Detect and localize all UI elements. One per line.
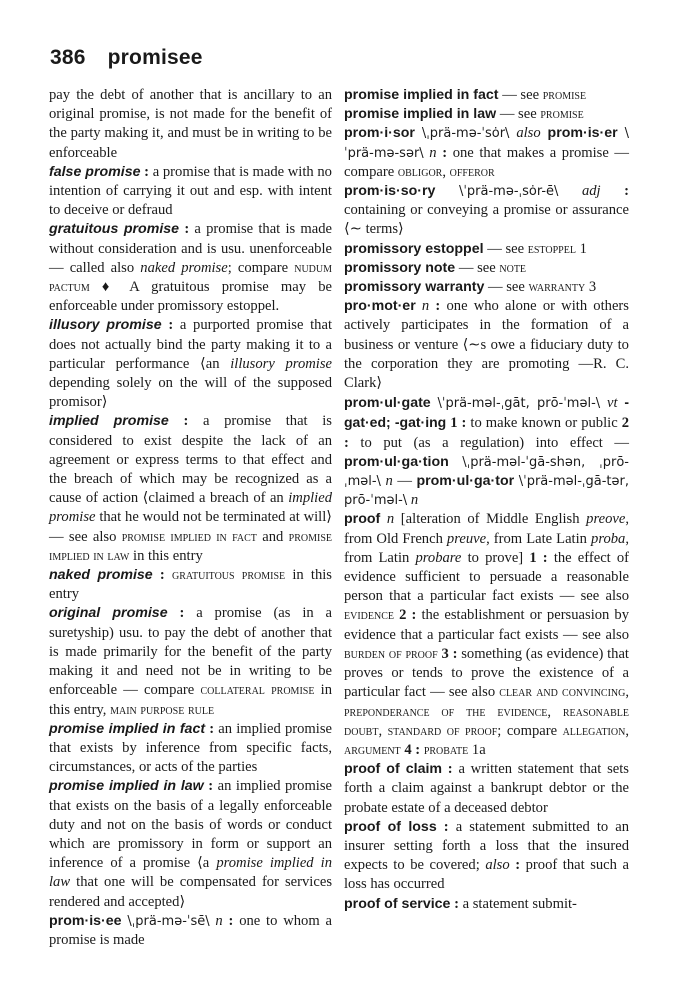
derived-word: prom·ul·ga·tion bbox=[344, 453, 449, 470]
headword: promise implied in law bbox=[49, 778, 204, 795]
cross-reference: promise implied in fact bbox=[121, 528, 257, 545]
headword: prom·is·ee bbox=[49, 912, 122, 929]
entry-implied-promise: implied promise : a promise that is considered to exist despite the lack of an agreement or express terms to that effect and the breach of which may be recognized as a cause of action ⟨claimed a breach of an implied promise that he would not be terminated at will⟩ — see also promise implied in fact and promise implied in law in this entry bbox=[49, 413, 333, 564]
headword: prom·is·so·ry bbox=[344, 183, 436, 200]
entry-promissory: prom·is·so·ry \ˈprä-mə-ˌsȯr-ē\ adj : containing or conveying a promise or assurance ⟨∼ terms⟩ bbox=[344, 183, 629, 238]
cross-reference: clear and convincing, preponderance of the evidence, reasonable doubt, standard of proof bbox=[344, 684, 630, 739]
headword: proof of service bbox=[344, 895, 451, 912]
entry-promisee: prom·is·ee \ˌprä-mə-ˈsē\ n : one to whom a promise is made bbox=[49, 912, 332, 948]
entry-proof: proof n [alteration of Middle English preove, from Old French preuve, from Late Latin proba, from Latin probare to prove] 1 : the effect of evidence sufficient to persuade a reasonable person that a particular fact exists — see also evidence 2 : the establishment or persuasion by evidence that a particular fact exists — see also burden of proof 3 : something (as evidence) that proves or tends to prove the existence of a particular fact — see also clear and convincing, preponderance of the evidence, reasonable doubt, standard of proof; compare allegation, argument 4 : probate 1a bbox=[344, 511, 630, 758]
entry-promise-implied-in-law-xref: promise implied in law — see promise bbox=[344, 106, 584, 123]
entry-promoter: pro·mot·er n : one who alone or with others actively participates in the formation of a business or venture ⟨∼s owe a fiduciary duty to the corporation they are promoting —R. C. Clark⟩ bbox=[344, 298, 629, 392]
headword: prom·ul·gate bbox=[344, 395, 431, 412]
headword: original promise bbox=[49, 605, 168, 622]
cross-reference: nudum pactum bbox=[49, 259, 332, 296]
cross-reference: gratuitous promise bbox=[171, 567, 286, 584]
etymology: [alteration of Middle English preove, from Old French preuve, from Late Latin proba, from Latin probare to prove] bbox=[344, 511, 629, 566]
entry-original-promise: original promise : a promise (as in a suretyship) usu. to pay the debt of another that is made primarily for the benefit of the party making it and need not be in writing to be enforceable — compare collateral promise in this entry, main purpose rule bbox=[49, 605, 333, 718]
entry-naked-promise: naked promise : gratuitous promise in this entry bbox=[49, 567, 332, 603]
entry-illusory-promise: illusory promise : a purported promise that does not actually bind the party making it to a particular performance ⟨an illusory promise depending solely on the will of the supposed promisor⟩ bbox=[49, 317, 333, 411]
headword: proof bbox=[344, 511, 381, 528]
entry-false-promise: false promise : a promise that is made with no intention of carrying it out and esp. with intent to deceive or defraud bbox=[49, 163, 332, 219]
cross-reference: burden of proof bbox=[344, 645, 438, 662]
entry-promise-implied-in-law: promise implied in law : an implied promise that exists on the basis of a legally enforceable duty and not on the basis of words or conduct which are promissory in form or support an inference of a promise ⟨a promise implied in law that one will be compensated for services rendered and accepted⟩ bbox=[49, 778, 333, 910]
right-column bbox=[344, 86, 629, 914]
derived-word: prom·ul·ga·tor bbox=[416, 473, 515, 490]
cross-reference: main purpose rule bbox=[110, 701, 215, 718]
left-column bbox=[49, 86, 332, 950]
cross-reference: note bbox=[499, 259, 527, 276]
headword: prom·i·sor bbox=[344, 125, 415, 142]
pronunciation: \ˈprä-məl-ˌgāt, prō-ˈməl-\ bbox=[437, 396, 601, 412]
headword: gratuitous promise bbox=[49, 221, 180, 238]
cross-reference: collateral promise bbox=[200, 682, 315, 699]
page-number: 386 bbox=[50, 46, 86, 69]
headword: promissory note bbox=[344, 259, 456, 276]
cross-reference: probate bbox=[423, 741, 469, 758]
headword: implied promise bbox=[49, 413, 169, 430]
headword: promise implied in fact bbox=[344, 87, 499, 103]
headword: promissory warranty bbox=[344, 279, 485, 296]
cross-reference: allegation, argument bbox=[344, 722, 629, 758]
cross-reference: obligor, offeror bbox=[397, 163, 495, 180]
cross-reference: promise bbox=[540, 106, 584, 123]
pronunciation: \ˈprä-məl-ˌgā-tər, prō-ˈməl-\ bbox=[344, 474, 629, 509]
pronunciation: \ˌprä-məl-ˈgā-shən, ˌprō-ˌməl-\ bbox=[344, 454, 629, 490]
continuation-text: pay the debt of another that is ancillary to an original promise, is not made for the benefit of the party making it, and must be in writing to be enforceable bbox=[49, 87, 332, 161]
entry-gratuitous-promise: gratuitous promise : a promise that is made without consideration and is usu. unenforceable — called also naked promise; compare nudum pactum ♦ A gratuitous promise may be enforceable under promissory estoppel. bbox=[49, 221, 333, 315]
headword: false promise bbox=[49, 163, 141, 180]
pronunciation: \ˈprä-mə-sər\ bbox=[344, 126, 629, 161]
pronunciation: \ˌprä-mə-ˈsȯr\ bbox=[421, 126, 510, 142]
entry-promisor: prom·i·sor \ˌprä-mə-ˈsȯr\ also prom·is·er \ˈprä-mə-sər\ n : one that makes a promise — compare obligor, offeror bbox=[344, 125, 630, 180]
guide-word: promisee bbox=[107, 46, 203, 69]
headword-variant: prom·is·er bbox=[547, 125, 618, 142]
entry-proof-of-claim: proof of claim : a written statement that sets forth a claim against a bankrupt debtor or the probate estate of a deceased debtor bbox=[344, 761, 629, 816]
cross-reference: warranty bbox=[528, 279, 586, 296]
cross-reference: promise implied in law bbox=[49, 528, 333, 564]
entry-proof-of-service: proof of service : a statement submit- bbox=[344, 895, 577, 912]
pronunciation: \ˈprä-mə-ˌsȯr-ē\ bbox=[458, 184, 559, 200]
headword: illusory promise bbox=[49, 317, 162, 334]
entry-promise-implied-in-fact-xref: promise implied in fact — see promise bbox=[344, 87, 587, 103]
entry-promulgate: prom·ul·gate \ˈprä-məl-ˌgāt, prō-ˈməl-\ vt -gat·ed; -gat·ing 1 : to make known or public 2 : to put (as a regulation) into effect — prom·ul·ga·tion \ˌprä-məl-ˈgā-shən, ˌprō-ˌməl-\ n — prom·ul·ga·tor \ˈprä-məl-ˌgā-tər, prō-ˈməl-\ n bbox=[344, 394, 629, 509]
entry-proof-of-loss: proof of loss : a statement submitted to an insurer setting forth a loss that the insured expects to be covered; also : proof that such a loss has occurred bbox=[344, 818, 630, 893]
headword: proof of loss bbox=[344, 818, 437, 835]
pronunciation: \ˌprä-mə-ˈsē\ bbox=[127, 913, 210, 929]
headword: pro·mot·er bbox=[344, 298, 416, 315]
page-header bbox=[50, 46, 203, 70]
entry-promissory-warranty: promissory warranty — see warranty 3 bbox=[344, 279, 597, 296]
headword: promise implied in law bbox=[344, 106, 497, 123]
headword: proof of claim bbox=[344, 761, 443, 778]
cross-reference: evidence bbox=[344, 607, 394, 624]
entry-promissory-note: promissory note — see note bbox=[344, 259, 527, 276]
cross-reference: promise bbox=[542, 87, 587, 103]
cross-reference: estoppel bbox=[527, 240, 576, 257]
entry-promissory-estoppel: promissory estoppel — see estoppel 1 bbox=[344, 240, 587, 257]
entry-promise-implied-in-fact: promise implied in fact : an implied promise that exists by inference from specific facts, circumstances, or acts of the parties bbox=[49, 720, 332, 776]
headword: naked promise bbox=[49, 567, 153, 584]
headword: promissory estoppel bbox=[344, 240, 484, 257]
headword: promise implied in fact bbox=[49, 720, 206, 737]
